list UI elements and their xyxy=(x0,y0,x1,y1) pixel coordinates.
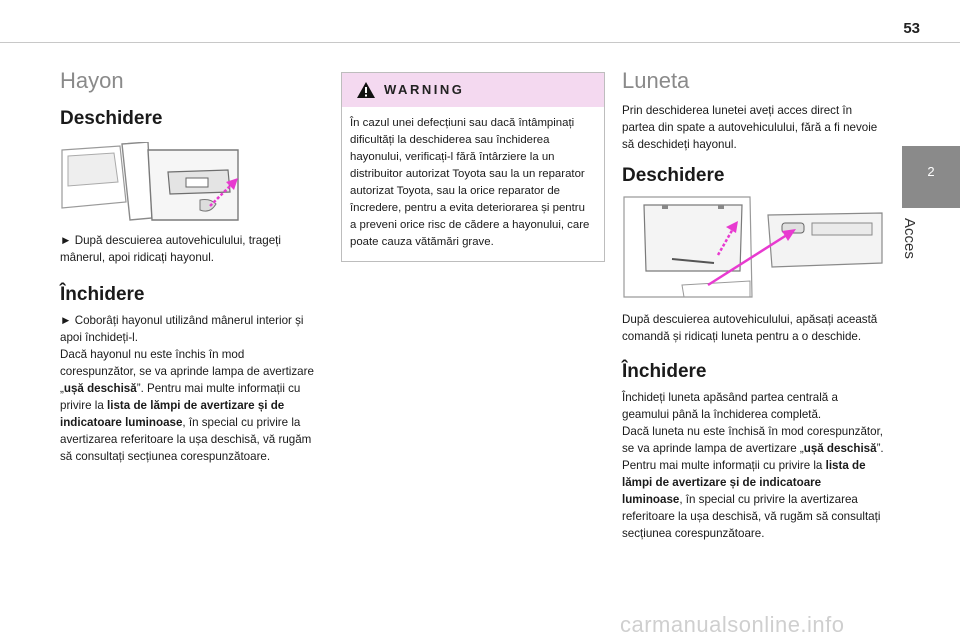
warning-header xyxy=(342,73,604,107)
warning-triangle-icon xyxy=(356,81,376,99)
close-instruction: ► Coborâți hayonul utilizând mânerul interior și apoi închideți-l. xyxy=(60,314,304,344)
tailgate-illustration xyxy=(60,142,240,222)
chapter-number: 2 xyxy=(927,164,935,179)
heading-deschidere-luneta: Deschidere xyxy=(622,165,725,186)
column-luneta xyxy=(622,68,884,542)
heading-deschidere: Deschidere xyxy=(60,108,163,129)
header-rule xyxy=(0,42,960,43)
warning-lamps-link-luneta[interactable]: lista de lămpi de avertizare și de indicatoare luminoase xyxy=(622,459,866,506)
chapter-title: Acces xyxy=(901,218,918,259)
heading-inchidere: Închidere xyxy=(60,284,145,305)
close-warning-text: Dacă hayonul nu este închis în mod corespunzător, se va aprinde lampa de avertizare „ușă deschisă”. Pentru mai multe informații cu privire la lista de lămpi de avertizare și de indicatoare luminoase, în special cu privire la avertizarea referitoare la ușa deschisă, vă rugăm să consultați secțiunea corespunzătoare. xyxy=(60,348,314,463)
section-title-hayon: Hayon xyxy=(60,68,124,93)
warning-lamps-link[interactable]: lista de lămpi de avertizare și de indicatoare luminoase xyxy=(60,399,285,429)
door-open-label: ușă deschisă xyxy=(63,382,137,395)
close-warning-text-luneta: Dacă luneta nu este închisă în mod corespunzător, se va aprinde lampa de avertizare „ușă deschisă”. Pentru mai multe informații cu privire la lista de lămpi de avertizare și de indicatoare luminoase, în special cu privire la avertizarea referitoare la ușa deschisă, vă rugăm să consultați secțiunea corespunzătoare. xyxy=(622,425,884,540)
rear-window-illustration xyxy=(622,193,884,303)
door-open-label-luneta: ușă deschisă xyxy=(803,442,877,455)
watermark[interactable]: carmanualsonline.info xyxy=(620,612,845,637)
open-instruction-luneta: După descuierea autovehiculului, apăsați această comandă și ridicați luneta pentru a o deschide. xyxy=(622,313,878,343)
warning-title: WARNING xyxy=(384,82,465,97)
close-instruction-luneta: Închideți luneta apăsând partea centrală a geamului până la închiderea completă. xyxy=(622,391,838,421)
page-number: 53 xyxy=(903,20,920,37)
heading-inchidere-luneta: Închidere xyxy=(622,361,707,382)
warning-text: În cazul unei defecțiuni sau dacă întâmpinați dificultăți la deschiderea sau închiderea hayonului, verificați-l fără întârziere la un distribuitor autorizat Toyota sau la un reparator autorizat Toyota, sau la orice reparator de încredere, pentru a evita deteriorarea și pentru a preveni orice risc de cădere a hayonului, care poate cauza vătămări grave. xyxy=(350,117,590,248)
open-instruction: ► După descuierea autovehiculului, trageți mânerul, apoi ridicați hayonul. xyxy=(60,234,281,264)
luneta-intro: Prin deschiderea lunetei aveți acces direct în partea din spate a autovehiculului, fără a fi nevoie să deschideți hayonul. xyxy=(622,104,878,151)
section-title-luneta: Luneta xyxy=(622,68,690,93)
warning-box xyxy=(341,72,605,262)
column-hayon xyxy=(60,68,318,465)
